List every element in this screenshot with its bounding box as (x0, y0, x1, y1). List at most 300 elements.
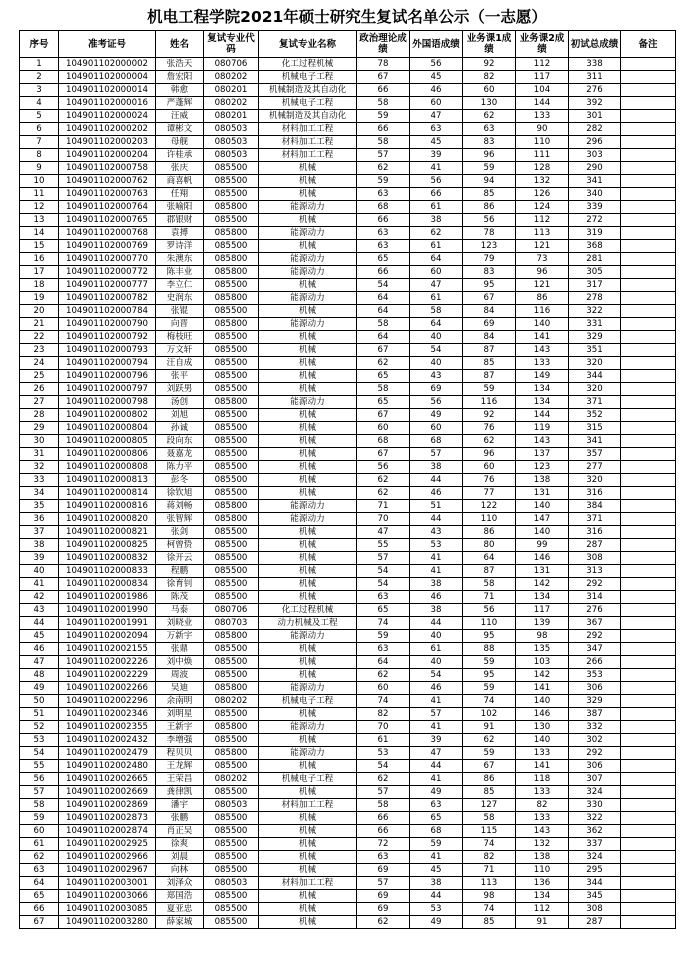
cell-politics: 59 (357, 630, 410, 643)
cell-major-code: 085800 (204, 266, 259, 279)
cell-total: 314 (569, 591, 621, 604)
cell-exam-id: 104901102001990 (59, 604, 156, 617)
cell-exam-id: 104901102002479 (59, 747, 156, 760)
cell-course2: 86 (516, 292, 569, 305)
cell-total: 362 (569, 825, 621, 838)
cell-name: 余南明 (156, 695, 204, 708)
cell-course1: 60 (463, 84, 516, 97)
cell-major-code: 085800 (204, 253, 259, 266)
cell-total: 301 (569, 110, 621, 123)
cell-seq: 10 (20, 175, 59, 188)
cell-course1: 83 (463, 266, 516, 279)
cell-major-name: 机械 (259, 539, 357, 552)
cell-exam-id: 104901102000772 (59, 266, 156, 279)
cell-major-name: 动力机械及工程 (259, 617, 357, 630)
table-row (20, 487, 676, 500)
cell-course1: 77 (463, 487, 516, 500)
cell-major-code: 085500 (204, 916, 259, 929)
cell-language: 45 (410, 864, 463, 877)
table-row (20, 552, 676, 565)
cell-course2: 119 (516, 422, 569, 435)
cell-exam-id: 104901102000202 (59, 123, 156, 136)
cell-major-code: 080201 (204, 84, 259, 97)
cell-exam-id: 104901102002229 (59, 669, 156, 682)
table-row (20, 136, 676, 149)
cell-remarks (621, 812, 676, 825)
cell-exam-id: 104901102000797 (59, 383, 156, 396)
cell-language: 44 (410, 513, 463, 526)
cell-name: 刘晨 (156, 851, 204, 864)
cell-seq: 15 (20, 240, 59, 253)
cell-total: 276 (569, 604, 621, 617)
cell-seq: 62 (20, 851, 59, 864)
cell-major-name: 能源动力 (259, 747, 357, 760)
cell-exam-id: 104901102001986 (59, 591, 156, 604)
cell-name: 程鹏 (156, 565, 204, 578)
cell-exam-id: 104901102000804 (59, 422, 156, 435)
cell-seq: 19 (20, 292, 59, 305)
cell-language: 38 (410, 214, 463, 227)
cell-course2: 131 (516, 565, 569, 578)
cell-name: 龚律凯 (156, 786, 204, 799)
cell-politics: 63 (357, 227, 410, 240)
cell-major-name: 机械 (259, 760, 357, 773)
cell-major-code: 080202 (204, 695, 259, 708)
cell-course1: 96 (463, 149, 516, 162)
cell-major-code: 080706 (204, 604, 259, 617)
cell-total: 272 (569, 214, 621, 227)
cell-remarks (621, 149, 676, 162)
cell-language: 40 (410, 656, 463, 669)
cell-seq: 23 (20, 344, 59, 357)
table-row (20, 370, 676, 383)
cell-seq: 26 (20, 383, 59, 396)
cell-course2: 133 (516, 786, 569, 799)
cell-language: 57 (410, 708, 463, 721)
cell-major-code: 085500 (204, 383, 259, 396)
cell-remarks (621, 877, 676, 890)
cell-major-name: 机械 (259, 812, 357, 825)
cell-major-name: 能源动力 (259, 682, 357, 695)
cell-politics: 54 (357, 578, 410, 591)
cell-remarks (621, 487, 676, 500)
cell-course1: 63 (463, 123, 516, 136)
cell-total: 324 (569, 851, 621, 864)
cell-major-code: 085500 (204, 851, 259, 864)
cell-politics: 64 (357, 331, 410, 344)
cell-total: 352 (569, 409, 621, 422)
table-row (20, 916, 676, 929)
cell-total: 292 (569, 747, 621, 760)
table-row (20, 825, 676, 838)
cell-course2: 82 (516, 799, 569, 812)
cell-seq: 14 (20, 227, 59, 240)
cell-language: 38 (410, 461, 463, 474)
cell-language: 40 (410, 357, 463, 370)
cell-total: 306 (569, 760, 621, 773)
cell-total: 330 (569, 799, 621, 812)
cell-remarks (621, 890, 676, 903)
cell-remarks (621, 682, 676, 695)
cell-remarks (621, 318, 676, 331)
header-total-score: 初试总成绩 (569, 31, 621, 58)
cell-total: 317 (569, 279, 621, 292)
cell-course1: 71 (463, 591, 516, 604)
cell-exam-id: 104901102002226 (59, 656, 156, 669)
cell-politics: 78 (357, 58, 410, 71)
cell-major-name: 机械 (259, 240, 357, 253)
cell-course1: 59 (463, 682, 516, 695)
cell-exam-id: 104901102000832 (59, 552, 156, 565)
cell-seq: 20 (20, 305, 59, 318)
table-row (20, 58, 676, 71)
cell-course1: 83 (463, 136, 516, 149)
cell-total: 320 (569, 383, 621, 396)
cell-name: 郡银财 (156, 214, 204, 227)
cell-remarks (621, 97, 676, 110)
cell-seq: 31 (20, 448, 59, 461)
cell-language: 54 (410, 344, 463, 357)
cell-seq: 61 (20, 838, 59, 851)
cell-total: 311 (569, 71, 621, 84)
cell-seq: 25 (20, 370, 59, 383)
cell-major-name: 机械 (259, 448, 357, 461)
cell-course2: 138 (516, 851, 569, 864)
cell-course2: 133 (516, 747, 569, 760)
cell-major-code: 085500 (204, 422, 259, 435)
cell-course1: 67 (463, 292, 516, 305)
cell-exam-id: 104901102000777 (59, 279, 156, 292)
cell-major-name: 机械制造及其自动化 (259, 84, 357, 97)
cell-course1: 127 (463, 799, 516, 812)
cell-exam-id: 104901102002966 (59, 851, 156, 864)
cell-course2: 128 (516, 162, 569, 175)
cell-politics: 63 (357, 643, 410, 656)
cell-major-name: 机械 (259, 188, 357, 201)
table-row (20, 669, 676, 682)
cell-course2: 137 (516, 448, 569, 461)
header-major-name: 复试专业名称 (259, 31, 357, 58)
header-name: 姓名 (156, 31, 204, 58)
cell-remarks (621, 58, 676, 71)
cell-major-name: 机械 (259, 409, 357, 422)
cell-total: 281 (569, 253, 621, 266)
cell-exam-id: 104901102000820 (59, 513, 156, 526)
cell-exam-id: 104901102000802 (59, 409, 156, 422)
cell-language: 61 (410, 201, 463, 214)
cell-course1: 85 (463, 188, 516, 201)
cell-course1: 76 (463, 422, 516, 435)
header-course2-score: 业务课2成绩 (516, 31, 569, 58)
cell-language: 56 (410, 58, 463, 71)
cell-major-name: 机械 (259, 305, 357, 318)
cell-exam-id: 104901102000790 (59, 318, 156, 331)
cell-language: 61 (410, 643, 463, 656)
cell-language: 44 (410, 890, 463, 903)
cell-major-code: 085800 (204, 747, 259, 760)
cell-course1: 67 (463, 760, 516, 773)
cell-language: 53 (410, 903, 463, 916)
cell-name: 张平 (156, 370, 204, 383)
cell-seq: 52 (20, 721, 59, 734)
cell-seq: 45 (20, 630, 59, 643)
cell-language: 46 (410, 487, 463, 500)
cell-course1: 82 (463, 851, 516, 864)
cell-name: 万文轩 (156, 344, 204, 357)
cell-seq: 3 (20, 84, 59, 97)
cell-seq: 59 (20, 812, 59, 825)
cell-language: 65 (410, 812, 463, 825)
table-row (20, 591, 676, 604)
cell-exam-id: 104901102000004 (59, 71, 156, 84)
cell-exam-id: 104901102000798 (59, 396, 156, 409)
table-row (20, 760, 676, 773)
cell-course2: 91 (516, 916, 569, 929)
cell-course1: 80 (463, 539, 516, 552)
cell-name: 刘晓业 (156, 617, 204, 630)
cell-total: 341 (569, 175, 621, 188)
cell-course2: 136 (516, 877, 569, 890)
cell-remarks (621, 760, 676, 773)
cell-total: 305 (569, 266, 621, 279)
cell-major-name: 化工过程机械 (259, 58, 357, 71)
cell-total: 316 (569, 487, 621, 500)
cell-remarks (621, 188, 676, 201)
cell-exam-id: 104901102000014 (59, 84, 156, 97)
cell-name: 薛家城 (156, 916, 204, 929)
table-row (20, 721, 676, 734)
cell-major-name: 化工过程机械 (259, 604, 357, 617)
cell-major-name: 机械 (259, 825, 357, 838)
cell-major-code: 080201 (204, 110, 259, 123)
cell-major-name: 能源动力 (259, 318, 357, 331)
cell-exam-id: 104901102000765 (59, 214, 156, 227)
cell-seq: 28 (20, 409, 59, 422)
cell-total: 345 (569, 890, 621, 903)
cell-name: 徐育钊 (156, 578, 204, 591)
table-row (20, 734, 676, 747)
cell-major-name: 机械制造及其自动化 (259, 110, 357, 123)
cell-course2: 99 (516, 539, 569, 552)
cell-politics: 57 (357, 786, 410, 799)
cell-language: 41 (410, 773, 463, 786)
cell-major-code: 085500 (204, 331, 259, 344)
cell-language: 56 (410, 175, 463, 188)
cell-language: 41 (410, 695, 463, 708)
cell-name: 蒋刘畅 (156, 500, 204, 513)
cell-name: 詹宏阳 (156, 71, 204, 84)
cell-name: 徐开云 (156, 552, 204, 565)
cell-remarks (621, 253, 676, 266)
cell-name: 程贝贝 (156, 747, 204, 760)
header-seq: 序号 (20, 31, 59, 58)
table-row (20, 604, 676, 617)
cell-language: 44 (410, 760, 463, 773)
cell-language: 38 (410, 877, 463, 890)
cell-language: 46 (410, 591, 463, 604)
cell-major-name: 机械 (259, 669, 357, 682)
cell-exam-id: 104901102002355 (59, 721, 156, 734)
cell-course2: 104 (516, 84, 569, 97)
cell-course2: 146 (516, 708, 569, 721)
cell-seq: 21 (20, 318, 59, 331)
cell-total: 337 (569, 838, 621, 851)
cell-exam-id: 104901102000821 (59, 526, 156, 539)
cell-major-name: 机械 (259, 461, 357, 474)
cell-name: 陈丰业 (156, 266, 204, 279)
cell-exam-id: 104901102003085 (59, 903, 156, 916)
cell-course2: 112 (516, 214, 569, 227)
table-row (20, 266, 676, 279)
cell-course2: 146 (516, 552, 569, 565)
cell-seq: 13 (20, 214, 59, 227)
cell-exam-id: 104901102000808 (59, 461, 156, 474)
cell-language: 47 (410, 279, 463, 292)
table-row (20, 565, 676, 578)
cell-seq: 67 (20, 916, 59, 929)
header-course1-score: 业务课1成绩 (463, 31, 516, 58)
cell-politics: 62 (357, 773, 410, 786)
cell-major-code: 085800 (204, 721, 259, 734)
cell-language: 47 (410, 110, 463, 123)
table-row (20, 214, 676, 227)
cell-remarks (621, 136, 676, 149)
cell-exam-id: 104901102000805 (59, 435, 156, 448)
cell-total: 368 (569, 240, 621, 253)
cell-seq: 30 (20, 435, 59, 448)
cell-major-code: 080703 (204, 617, 259, 630)
cell-major-name: 机械电子工程 (259, 695, 357, 708)
cell-seq: 50 (20, 695, 59, 708)
cell-major-code: 085500 (204, 838, 259, 851)
cell-course1: 74 (463, 903, 516, 916)
table-row (20, 448, 676, 461)
cell-politics: 68 (357, 201, 410, 214)
cell-exam-id: 104901102000763 (59, 188, 156, 201)
cell-course2: 142 (516, 669, 569, 682)
cell-course2: 140 (516, 734, 569, 747)
cell-total: 266 (569, 656, 621, 669)
cell-exam-id: 104901102001991 (59, 617, 156, 630)
cell-course1: 74 (463, 838, 516, 851)
cell-total: 371 (569, 396, 621, 409)
cell-major-code: 085800 (204, 292, 259, 305)
cell-remarks (621, 578, 676, 591)
cell-exam-id: 104901102000784 (59, 305, 156, 318)
cell-politics: 74 (357, 695, 410, 708)
table-row (20, 617, 676, 630)
cell-name: 张智辉 (156, 513, 204, 526)
cell-seq: 41 (20, 578, 59, 591)
cell-exam-id: 104901102002432 (59, 734, 156, 747)
cell-course1: 64 (463, 552, 516, 565)
cell-seq: 12 (20, 201, 59, 214)
cell-remarks (621, 565, 676, 578)
cell-course1: 95 (463, 669, 516, 682)
cell-seq: 16 (20, 253, 59, 266)
table-row (20, 409, 676, 422)
cell-total: 277 (569, 461, 621, 474)
cell-remarks (621, 552, 676, 565)
table-row (20, 695, 676, 708)
cell-course1: 85 (463, 916, 516, 929)
cell-seq: 6 (20, 123, 59, 136)
cell-name: 张鹏 (156, 812, 204, 825)
cell-exam-id: 104901102000782 (59, 292, 156, 305)
cell-total: 287 (569, 539, 621, 552)
cell-major-name: 机械 (259, 838, 357, 851)
cell-major-name: 机械 (259, 331, 357, 344)
cell-total: 287 (569, 916, 621, 929)
cell-politics: 64 (357, 292, 410, 305)
cell-language: 68 (410, 825, 463, 838)
cell-language: 44 (410, 617, 463, 630)
cell-remarks (621, 344, 676, 357)
cell-name: 许桂承 (156, 149, 204, 162)
cell-major-name: 材料加工工程 (259, 136, 357, 149)
cell-major-name: 能源动力 (259, 266, 357, 279)
cell-course2: 140 (516, 526, 569, 539)
cell-name: 罗诗洋 (156, 240, 204, 253)
cell-name: 张浩天 (156, 58, 204, 71)
cell-seq: 47 (20, 656, 59, 669)
cell-seq: 40 (20, 565, 59, 578)
cell-seq: 2 (20, 71, 59, 84)
cell-name: 徐爽 (156, 838, 204, 851)
cell-language: 49 (410, 786, 463, 799)
cell-total: 329 (569, 331, 621, 344)
cell-major-code: 085500 (204, 734, 259, 747)
cell-course2: 138 (516, 474, 569, 487)
cell-politics: 66 (357, 825, 410, 838)
cell-seq: 4 (20, 97, 59, 110)
cell-language: 38 (410, 604, 463, 617)
cell-politics: 54 (357, 279, 410, 292)
cell-major-code: 085500 (204, 448, 259, 461)
cell-major-name: 材料加工工程 (259, 123, 357, 136)
cell-course1: 85 (463, 786, 516, 799)
cell-course2: 134 (516, 383, 569, 396)
cell-exam-id: 104901102002266 (59, 682, 156, 695)
cell-course2: 110 (516, 864, 569, 877)
cell-language: 61 (410, 292, 463, 305)
cell-course2: 110 (516, 136, 569, 149)
cell-course1: 88 (463, 643, 516, 656)
cell-language: 63 (410, 123, 463, 136)
table-header-row (20, 31, 676, 58)
cell-name: 周波 (156, 669, 204, 682)
cell-exam-id: 104901102000796 (59, 370, 156, 383)
cell-exam-id: 104901102002480 (59, 760, 156, 773)
cell-course2: 147 (516, 513, 569, 526)
table-row (20, 513, 676, 526)
cell-course2: 112 (516, 58, 569, 71)
cell-major-code: 085500 (204, 188, 259, 201)
table-row (20, 305, 676, 318)
cell-remarks (621, 383, 676, 396)
cell-politics: 54 (357, 565, 410, 578)
cell-course2: 90 (516, 123, 569, 136)
cell-major-code: 085500 (204, 708, 259, 721)
table-row (20, 123, 676, 136)
cell-name: 张锟 (156, 305, 204, 318)
cell-seq: 32 (20, 461, 59, 474)
cell-course2: 116 (516, 305, 569, 318)
cell-total: 357 (569, 448, 621, 461)
table-row (20, 435, 676, 448)
cell-course1: 69 (463, 318, 516, 331)
cell-course2: 144 (516, 97, 569, 110)
